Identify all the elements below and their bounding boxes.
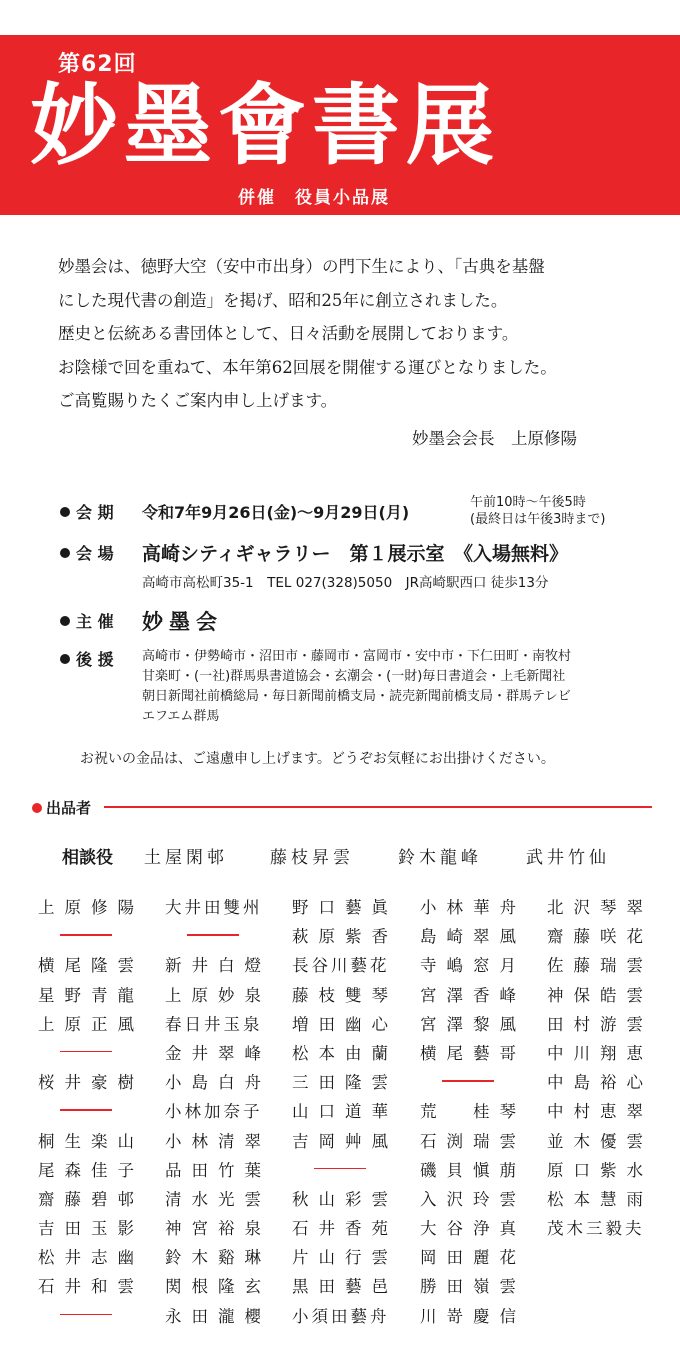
exhibitor-name: 清水光雲: [165, 1189, 271, 1209]
support-label: 後 援: [60, 647, 114, 670]
exhibitor-name: 松井志幽: [38, 1248, 144, 1268]
advisor-name: 鈴木龍峰: [398, 848, 482, 868]
exhibitor-name: 黒田藝邑: [292, 1277, 398, 1297]
exhibitor-name: 増田幽心: [292, 1014, 398, 1034]
exhibitor-name: 神保皓雲: [547, 985, 653, 1005]
exhibitor-name: 小林華舟: [420, 898, 526, 917]
venue-label: 会 場: [60, 541, 114, 564]
exhibitor-name: 小島白舟: [165, 1073, 271, 1093]
advisor-name: 藤枝昇雲: [270, 848, 354, 868]
intro-text: [58, 250, 658, 418]
exhibitor-name: 磯貝愼萠: [420, 1160, 526, 1180]
exhibitor-name: 松本由蘭: [292, 1043, 398, 1063]
exhibitor-name: 入沢玲雲: [420, 1189, 526, 1209]
exhibitor-name: 田村游雲: [547, 1014, 653, 1034]
intro-line: ご高覧賜りたくご案内申し上げます。: [58, 391, 338, 410]
exhibitor-name: 萩原紫香: [292, 927, 398, 947]
exhibitor-name: 神宮裕泉: [165, 1219, 271, 1239]
exhibitor-column-3: [292, 893, 412, 1331]
exhibitor-column-5: [547, 893, 667, 1243]
advisor-name: 土屋閑邨: [144, 848, 228, 868]
exhibitor-name: 佐藤瑞雲: [547, 956, 653, 976]
group-divider: [38, 922, 158, 951]
exhibitor-name: 新井白燈: [165, 956, 271, 976]
exhibitor-name: 吉岡艸風: [292, 1131, 398, 1151]
exhibitor-name: 石井香苑: [292, 1219, 398, 1239]
exhibitor-name: 石渕瑞雲: [420, 1131, 526, 1151]
exhibitor-name: 齋藤碧邨: [38, 1189, 144, 1209]
exhibitor-name: 春日井玉泉: [165, 1014, 263, 1034]
organizer-value: 妙墨会: [142, 610, 223, 634]
exhibitor-name: 石井和雲: [38, 1277, 144, 1297]
exhibitor-name: 横尾藝哥: [420, 1043, 526, 1063]
exhibitor-column-4: [420, 893, 540, 1331]
group-divider: [38, 1302, 158, 1331]
exhibitor-name: 宮澤黎風: [420, 1014, 526, 1034]
president-signature: 妙墨会会長 上原修陽: [412, 429, 577, 448]
exhibitor-name: 上原妙泉: [165, 985, 271, 1005]
exhibitor-name: 上原正風: [38, 1014, 144, 1034]
exhibitor-name: 中川翔恵: [547, 1043, 653, 1063]
intro-line: にした現代書の創造」を掲げ、昭和25年に創立されました。: [58, 290, 508, 310]
exhibitor-name: 長谷川藝花: [292, 956, 390, 976]
exhibitor-name: 中村恵翠: [547, 1102, 653, 1122]
exhibition-subtitle: 併催 役員小品展: [238, 188, 390, 208]
venue-address: 高崎市高松町35-1 TEL 027(328)5050 JR高崎駅西口 徒歩13分: [142, 575, 549, 591]
exhibitor-name: 小林清翠: [165, 1131, 271, 1151]
exhibitor-name: 藤枝雙琴: [292, 985, 398, 1005]
exhibitor-name: 尾森佳子: [38, 1160, 144, 1180]
venue-value: 高崎シティギャラリー 第１展示室 《入場無料》: [142, 543, 568, 565]
exhibitor-name: 金井翠峰: [165, 1043, 271, 1063]
bullet-icon: [32, 803, 42, 813]
exhibitor-name: 寺嶋窓月: [420, 956, 526, 976]
exhibitor-name: 永田瀧櫻: [165, 1306, 271, 1326]
exhibitor-name: 桜井豪樹: [38, 1073, 144, 1093]
exhibitor-name: 北沢琴翠: [547, 898, 653, 917]
exhibitor-name: 三田隆雲: [292, 1073, 398, 1093]
exhibitor-name: 山口道華: [292, 1102, 398, 1122]
opening-hours: 午前10時～午後5時 (最終日は午後3時まで): [470, 495, 606, 527]
group-divider: [292, 1156, 412, 1185]
exhibitor-name: 秋山彩雲: [292, 1189, 398, 1209]
exhibitor-name: 小林加奈子: [165, 1102, 263, 1122]
exhibitor-column-1: [38, 893, 158, 1331]
advisor-label: 相談役: [62, 848, 113, 868]
advisor-name: 武井竹仙: [526, 848, 610, 868]
exhibitor-name: 川嵜慶信: [420, 1306, 526, 1326]
intro-line: お陰様で回を重ねて、本年第62回展を開催する運びとなりました。: [58, 357, 557, 377]
exhibitor-name: 桐生楽山: [38, 1131, 144, 1151]
group-divider: [420, 1068, 540, 1097]
intro-line: 妙墨会は、徳野大空（安中市出身）の門下生により、「古典を基盤: [58, 257, 545, 276]
bullet-icon: [60, 616, 70, 626]
bullet-icon: [60, 548, 70, 558]
heading-rule: [104, 806, 652, 808]
exhibitors-heading: 出品者: [32, 797, 91, 818]
exhibitor-name: 関根隆玄: [165, 1277, 271, 1297]
exhibitor-name: 横尾隆雲: [38, 956, 144, 976]
exhibitor-name: 小須田藝舟: [292, 1306, 390, 1326]
support-list: 高崎市・伊勢崎市・沼田市・藤岡市・富岡市・安中市・下仁田町・南牧村 甘楽町・(一社)群馬県書道協会・玄潮会・(一財)毎日書道会・上毛新聞社 朝日新聞社前橋総局・毎日新聞前橋支局・読売新聞前橋支局・群馬テレビ エフエム群馬: [142, 649, 572, 724]
exhibitor-name: 鈴木谿琳: [165, 1248, 271, 1268]
exhibitor-name: 片山行雲: [292, 1248, 398, 1268]
exhibition-title: 妙墨會書展: [30, 73, 501, 177]
intro-line: 歴史と伝統ある書団体として、日々活動を展開しております。: [58, 324, 519, 343]
exhibitor-name: 松本慧雨: [547, 1189, 653, 1209]
exhibitor-name: 品田竹葉: [165, 1160, 271, 1180]
exhibitor-name: 星野青龍: [38, 985, 144, 1005]
exhibitor-name: 吉田玉影: [38, 1219, 144, 1239]
exhibitor-name: 大谷浄真: [420, 1219, 526, 1239]
exhibitor-name: 齋藤咲花: [547, 927, 653, 947]
exhibitor-name: 茂木三毅夫: [547, 1219, 645, 1239]
exhibitor-name: 上原修陽: [38, 898, 144, 917]
exhibitor-name: 宮澤香峰: [420, 985, 526, 1005]
exhibitor-name: 荒 桂琴: [420, 1102, 526, 1122]
period-value: 令和7年9月26日(金)～9月29日(月): [142, 503, 410, 522]
bullet-icon: [60, 507, 70, 517]
period-label: 会 期: [60, 500, 114, 523]
exhibitor-name: 島崎翠風: [420, 927, 526, 947]
group-divider: [38, 1039, 158, 1068]
exhibitor-name: 中島裕心: [547, 1073, 653, 1093]
gift-note: お祝いの金品は、ご遠慮申し上げます。どうぞお気軽にお出掛けください。: [80, 751, 555, 767]
bullet-icon: [60, 654, 70, 664]
exhibitor-column-2: [165, 893, 285, 1331]
header-banner: [0, 35, 680, 215]
group-divider: [38, 1097, 158, 1126]
exhibitor-name: 大井田雙州: [165, 898, 263, 917]
exhibitor-name: 並木優雲: [547, 1131, 653, 1151]
exhibitor-name: 野口藝眞: [292, 898, 398, 917]
group-divider: [165, 922, 285, 951]
organizer-label: 主 催: [60, 609, 114, 632]
edition-label: 第62回: [58, 52, 137, 77]
exhibitor-name: 原口紫水: [547, 1160, 653, 1180]
exhibitor-name: 勝田嶺雲: [420, 1277, 526, 1297]
exhibitor-name: 岡田麗花: [420, 1248, 526, 1268]
